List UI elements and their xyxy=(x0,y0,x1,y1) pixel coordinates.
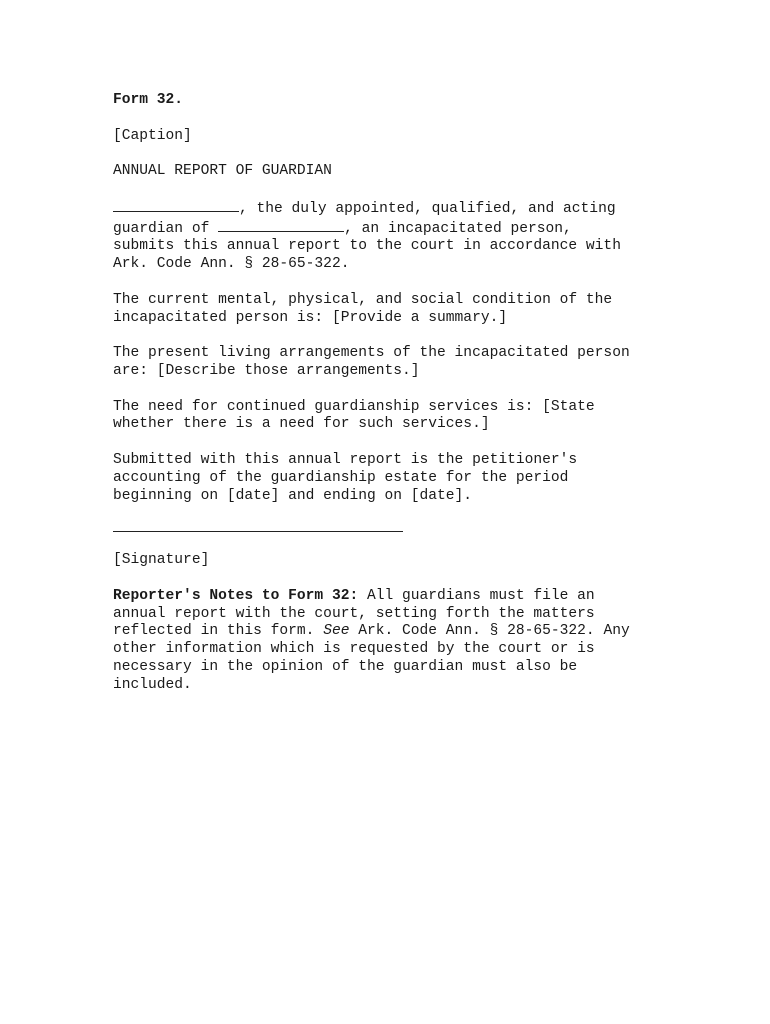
condition-paragraph: The current mental, physical, and social condition of the incapacitated person is: [Provide a summary.] xyxy=(113,291,613,326)
accounting-paragraph: Submitted with this annual report is the petitioner's accounting of the guardianship estate for the period beginning on [date] and ending on [date]. xyxy=(113,451,578,504)
notes-text-1: All guardians must file an annual report with the court, setting forth the matters reflected in this form. xyxy=(113,587,595,640)
notes-see: See xyxy=(323,623,350,640)
caption-placeholder: [Caption] xyxy=(113,127,192,144)
report-heading: ANNUAL REPORT OF GUARDIAN xyxy=(113,163,332,180)
living-arrangements-paragraph: The present living arrangements of the incapacitated person are: [Describe those arrangements.] xyxy=(113,345,630,379)
signature-label: [Signature] xyxy=(113,552,210,569)
notes-text-2: Ark. Code Ann. § 28-65-322. Any other information which is requested by the court or is necessary in the opinion of the guardian must also be included. xyxy=(113,623,630,693)
reporters-notes xyxy=(113,588,673,695)
form-title: Form 32. xyxy=(113,92,184,108)
form-body xyxy=(113,92,673,712)
intro-paragraph xyxy=(113,199,673,274)
intro-text-2: , an incapacitated person, submits this annual report to the court in accordance with Ark. Code Ann. § 28-65-322. xyxy=(113,220,621,273)
services-paragraph: The need for continued guardianship services is: [State whether there is a need for such services.] xyxy=(113,398,595,433)
notes-label: Reporter's Notes to Form 32: xyxy=(113,587,359,604)
signature-line xyxy=(113,523,403,532)
intro-text-1: , the duly appointed, qualified, and acting guardian of xyxy=(113,200,616,237)
guardian-name-blank xyxy=(113,199,239,212)
ward-name-blank xyxy=(218,219,344,232)
